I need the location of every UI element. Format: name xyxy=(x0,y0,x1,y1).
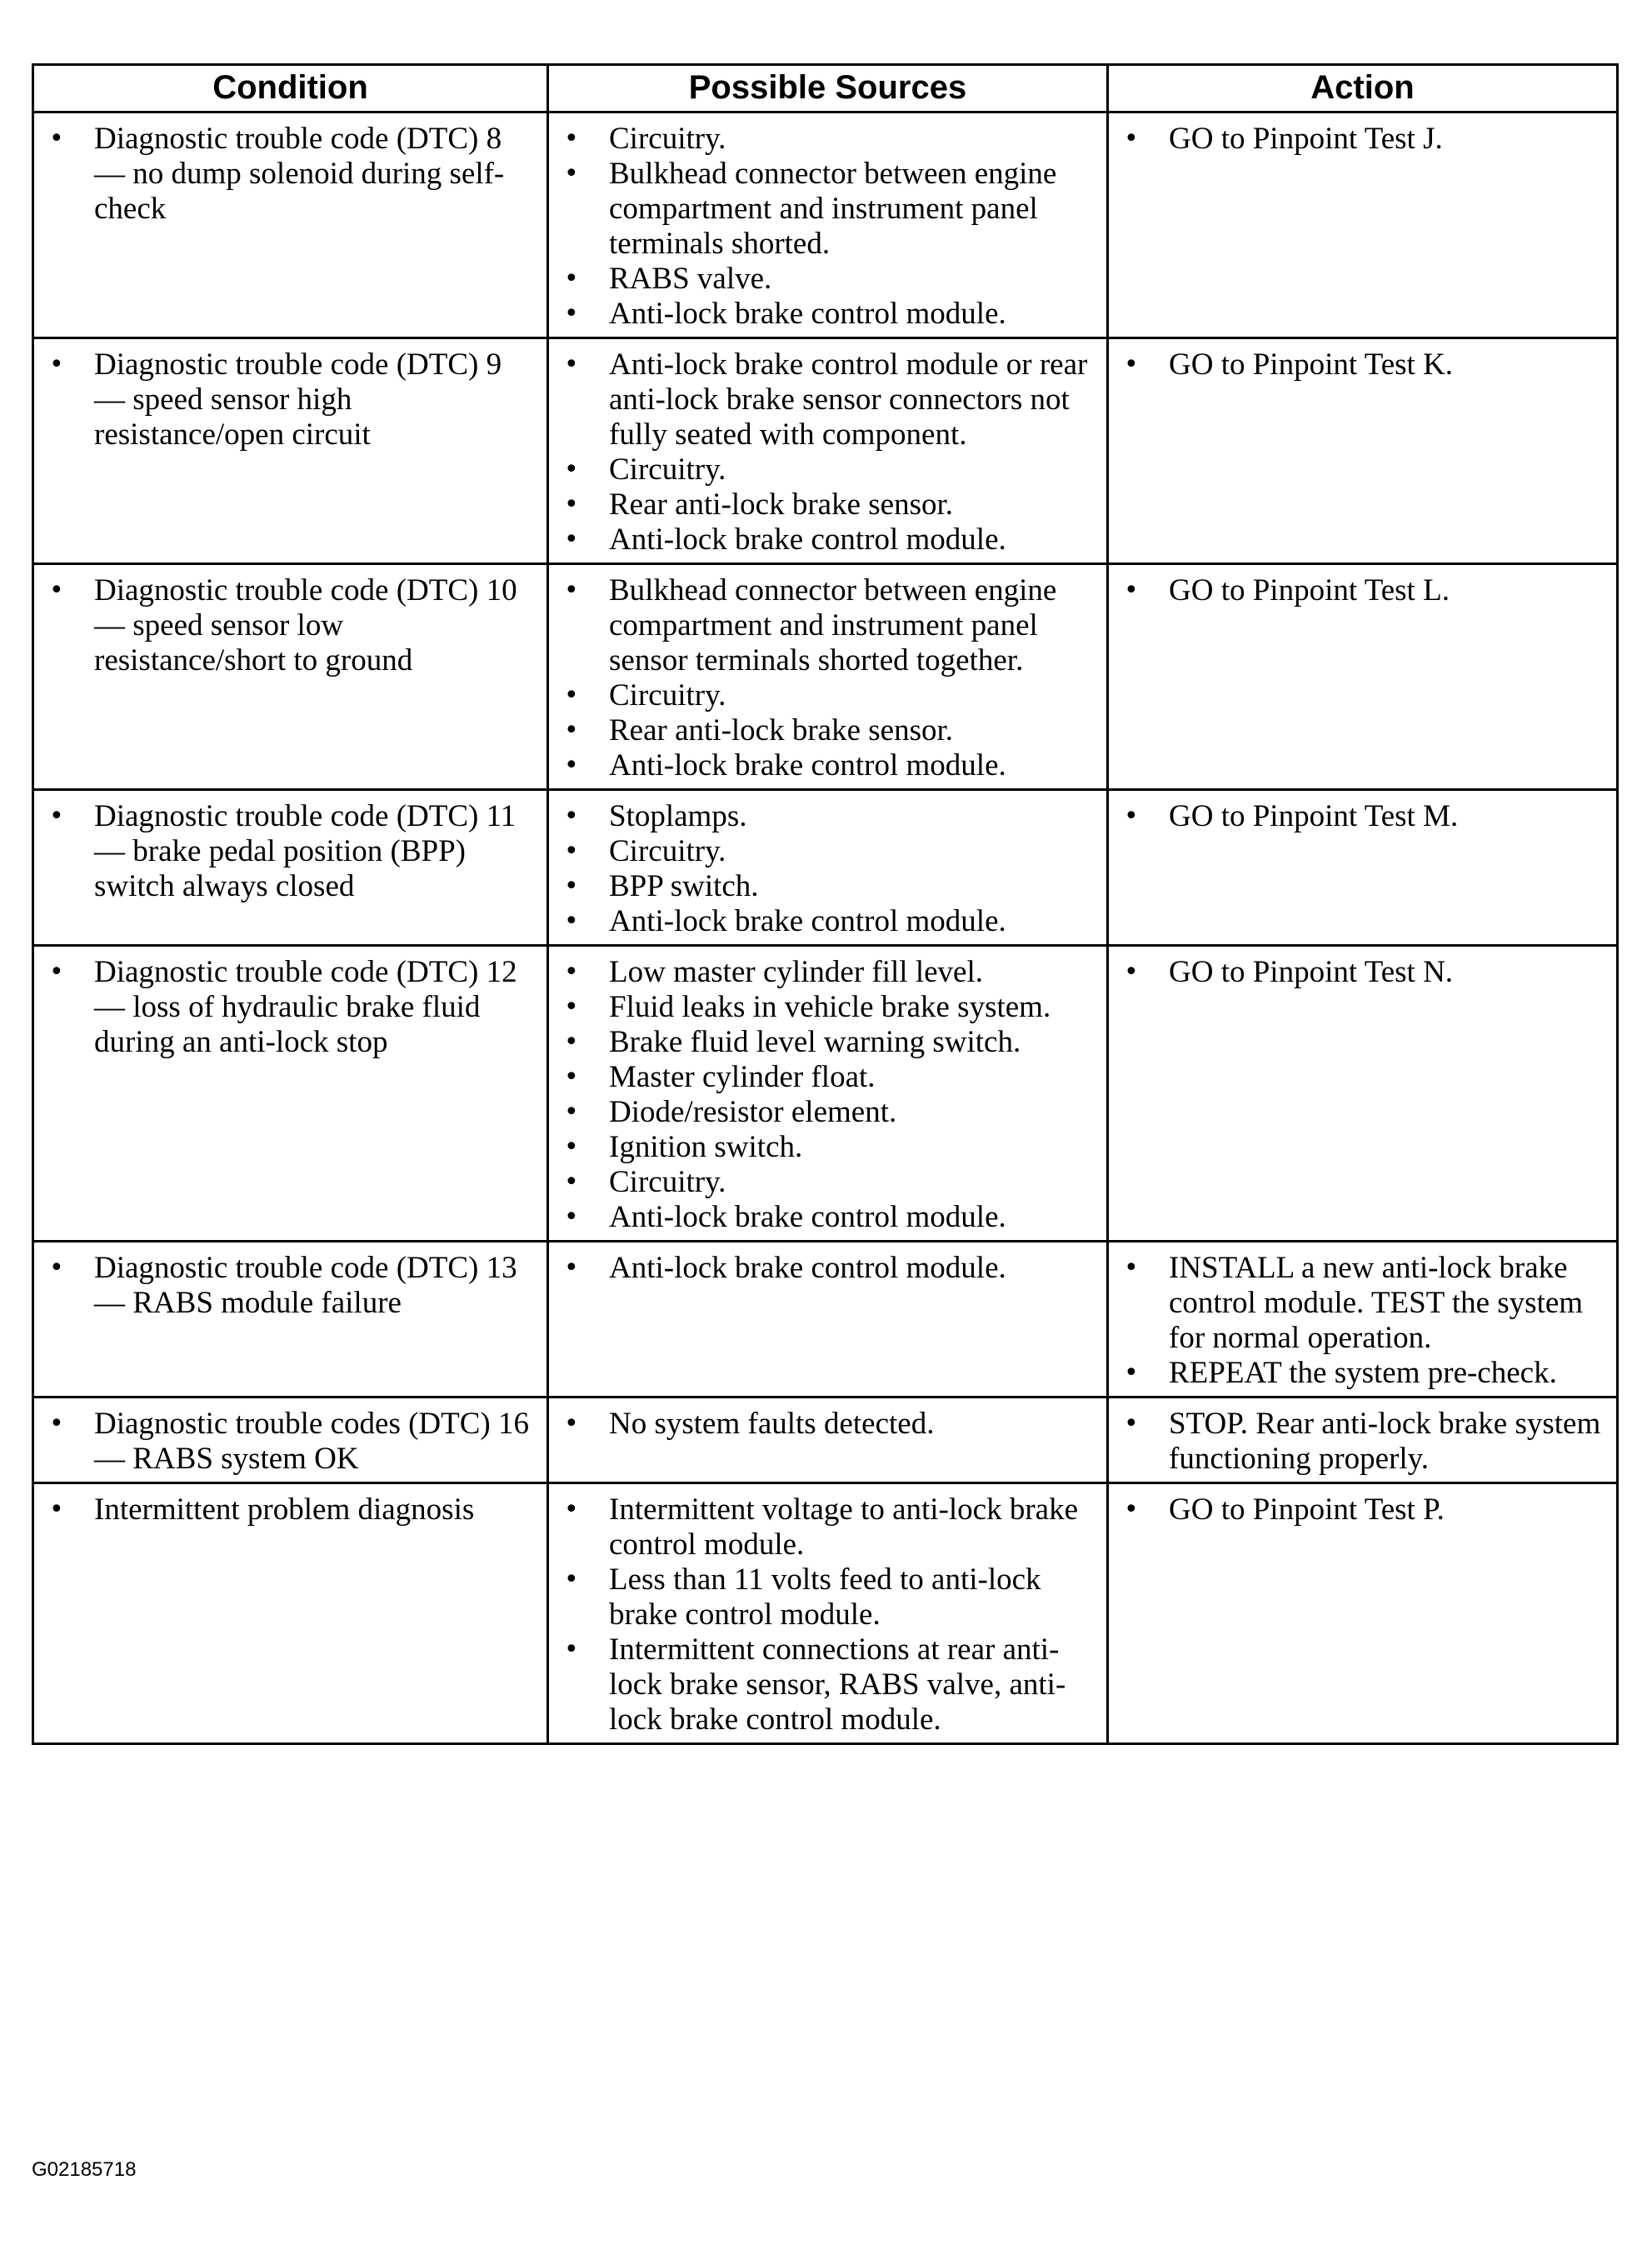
condition-text: • Diagnostic trouble code (DTC) 12 — loss of hydraulic brake fluid during an anti-lock stop xyxy=(42,955,538,1060)
table-row xyxy=(33,946,1618,1242)
source-item: • Intermittent voltage to anti-lock brake control module. xyxy=(557,1492,1098,1562)
condition-list xyxy=(42,799,538,904)
sources-list xyxy=(557,799,1098,939)
source-item: • Stoplamps. xyxy=(557,799,1098,834)
action-cell xyxy=(1108,564,1618,790)
source-item: • Diode/resistor element. xyxy=(557,1095,1098,1130)
figure-id: G02185718 xyxy=(32,2158,137,2181)
diagnosis-table xyxy=(32,63,1619,1745)
source-item: • Brake fluid level warning switch. xyxy=(557,1025,1098,1060)
possible-sources-cell xyxy=(548,946,1108,1242)
table-row xyxy=(33,790,1618,946)
source-item: • Rear anti-lock brake sensor. xyxy=(557,488,1098,522)
condition-text: • Diagnostic trouble code (DTC) 11 — brake pedal position (BPP) switch always closed xyxy=(42,799,538,904)
source-item: • Anti-lock brake control module or rear anti-lock brake sensor connectors not fully seated with component. xyxy=(557,348,1098,452)
source-item: • Circuitry. xyxy=(557,834,1098,869)
actions-list xyxy=(1117,348,1608,382)
table-row xyxy=(33,338,1618,564)
possible-sources-cell xyxy=(548,1398,1108,1483)
source-item: • Anti-lock brake control module. xyxy=(557,297,1098,332)
source-item: • Master cylinder float. xyxy=(557,1060,1098,1095)
header-condition: Condition xyxy=(33,65,548,112)
action-cell xyxy=(1108,946,1618,1242)
sources-list xyxy=(557,348,1098,558)
sources-list xyxy=(557,122,1098,332)
source-item: • Bulkhead connector between engine compartment and instrument panel sensor terminals shorted together. xyxy=(557,573,1098,678)
possible-sources-cell xyxy=(548,564,1108,790)
sources-list xyxy=(557,1251,1098,1286)
source-item: • Rear anti-lock brake sensor. xyxy=(557,713,1098,748)
condition-cell xyxy=(33,1483,548,1744)
source-item: • Circuitry. xyxy=(557,1165,1098,1200)
condition-cell xyxy=(33,790,548,946)
header-row xyxy=(33,65,1618,112)
condition-list xyxy=(42,1492,538,1528)
table-row xyxy=(33,564,1618,790)
sources-list xyxy=(557,1407,1098,1442)
action-item: • GO to Pinpoint Test J. xyxy=(1117,122,1608,157)
possible-sources-cell xyxy=(548,1483,1108,1744)
source-item: • RABS valve. xyxy=(557,262,1098,297)
table-row xyxy=(33,112,1618,338)
actions-list xyxy=(1117,955,1608,990)
actions-list xyxy=(1117,1251,1608,1391)
condition-text: • Diagnostic trouble code (DTC) 9 — speed sensor high resistance/open circuit xyxy=(42,348,538,452)
source-item: • Circuitry. xyxy=(557,122,1098,157)
possible-sources-cell xyxy=(548,790,1108,946)
source-item: • Fluid leaks in vehicle brake system. xyxy=(557,990,1098,1025)
condition-list xyxy=(42,1407,538,1477)
condition-list xyxy=(42,573,538,678)
condition-text: • Diagnostic trouble code (DTC) 8 — no dump solenoid during self-check xyxy=(42,122,538,227)
action-cell xyxy=(1108,1398,1618,1483)
condition-cell xyxy=(33,564,548,790)
table-row xyxy=(33,1483,1618,1744)
source-item: • Ignition switch. xyxy=(557,1130,1098,1165)
source-item: • BPP switch. xyxy=(557,869,1098,904)
source-item: • Low master cylinder fill level. xyxy=(557,955,1098,990)
action-item: • STOP. Rear anti-lock brake system functioning properly. xyxy=(1117,1407,1608,1477)
possible-sources-cell xyxy=(548,112,1108,338)
action-cell xyxy=(1108,338,1618,564)
condition-list xyxy=(42,348,538,452)
source-item: • Anti-lock brake control module. xyxy=(557,522,1098,558)
sources-list xyxy=(557,955,1098,1235)
condition-list xyxy=(42,122,538,227)
condition-cell xyxy=(33,946,548,1242)
actions-list xyxy=(1117,573,1608,608)
source-item: • Circuitry. xyxy=(557,678,1098,713)
condition-cell xyxy=(33,338,548,564)
sources-list xyxy=(557,573,1098,783)
action-item: • GO to Pinpoint Test N. xyxy=(1117,955,1608,990)
condition-list xyxy=(42,955,538,1060)
condition-text: • Intermittent problem diagnosis xyxy=(42,1492,538,1528)
header-action: Action xyxy=(1108,65,1618,112)
actions-list xyxy=(1117,122,1608,157)
source-item: • Circuitry. xyxy=(557,452,1098,488)
diagnosis-sheet xyxy=(32,63,1619,1745)
header-possible-sources: Possible Sources xyxy=(548,65,1108,112)
source-item: • Anti-lock brake control module. xyxy=(557,904,1098,939)
actions-list xyxy=(1117,799,1608,834)
sources-list xyxy=(557,1492,1098,1738)
condition-cell xyxy=(33,1242,548,1398)
condition-cell xyxy=(33,112,548,338)
actions-list xyxy=(1117,1407,1608,1477)
condition-list xyxy=(42,1251,538,1321)
condition-text: • Diagnostic trouble code (DTC) 13 — RABS module failure xyxy=(42,1251,538,1321)
source-item: • Anti-lock brake control module. xyxy=(557,1200,1098,1235)
source-item: • Anti-lock brake control module. xyxy=(557,1251,1098,1286)
action-item: • GO to Pinpoint Test K. xyxy=(1117,348,1608,382)
condition-text: • Diagnostic trouble codes (DTC) 16 — RABS system OK xyxy=(42,1407,538,1477)
actions-list xyxy=(1117,1492,1608,1528)
action-cell xyxy=(1108,112,1618,338)
action-item: • INSTALL a new anti-lock brake control module. TEST the system for normal operation. xyxy=(1117,1251,1608,1356)
action-cell xyxy=(1108,1483,1618,1744)
action-cell xyxy=(1108,790,1618,946)
table-row xyxy=(33,1242,1618,1398)
table-body xyxy=(33,112,1618,1744)
action-item: • GO to Pinpoint Test P. xyxy=(1117,1492,1608,1528)
condition-text: • Diagnostic trouble code (DTC) 10 — speed sensor low resistance/short to ground xyxy=(42,573,538,678)
possible-sources-cell xyxy=(548,338,1108,564)
possible-sources-cell xyxy=(548,1242,1108,1398)
source-item: • Intermittent connections at rear anti-lock brake sensor, RABS valve, anti-lock brake control module. xyxy=(557,1632,1098,1738)
table-row xyxy=(33,1398,1618,1483)
source-item: • Less than 11 volts feed to anti-lock brake control module. xyxy=(557,1562,1098,1632)
source-item: • Bulkhead connector between engine compartment and instrument panel terminals shorted. xyxy=(557,157,1098,262)
action-item: • GO to Pinpoint Test M. xyxy=(1117,799,1608,834)
condition-cell xyxy=(33,1398,548,1483)
source-item: • No system faults detected. xyxy=(557,1407,1098,1442)
action-item: • GO to Pinpoint Test L. xyxy=(1117,573,1608,608)
action-item: • REPEAT the system pre-check. xyxy=(1117,1356,1608,1391)
source-item: • Anti-lock brake control module. xyxy=(557,748,1098,783)
action-cell xyxy=(1108,1242,1618,1398)
